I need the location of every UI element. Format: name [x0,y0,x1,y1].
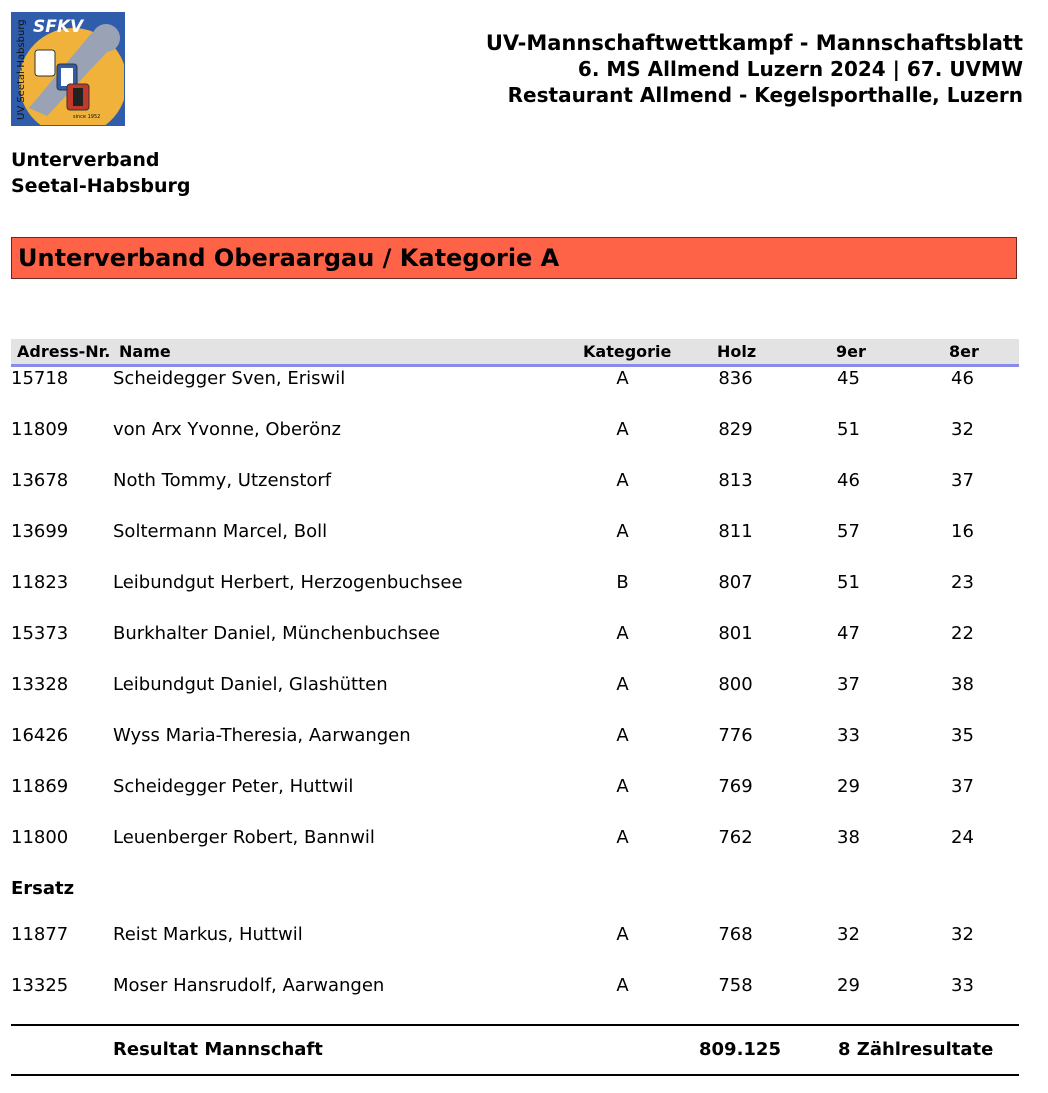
cell-8er: 32 [951,924,974,945]
table-row [11,368,1019,394]
cell-kategorie: A [616,521,629,542]
cell-holz: 811 [718,521,753,542]
cell-holz: 836 [718,368,753,389]
cell-adress-nr: 13328 [11,674,69,695]
table-row [11,975,1019,1001]
cell-holz: 813 [718,470,753,491]
column-header-holz: Holz [717,342,757,361]
cell-9er: 46 [837,470,860,491]
cell-name: Burkhalter Daniel, Münchenbuchsee [113,623,440,644]
cell-8er: 35 [951,725,974,746]
table-row [11,827,1019,853]
cell-holz: 769 [718,776,753,797]
column-header-8er: 8er [949,342,979,361]
header-event: 6. MS Allmend Luzern 2024 | 67. UVMW [577,57,1023,81]
cell-name: Noth Tommy, Utzenstorf [113,470,332,491]
total-row [11,1039,1019,1065]
cell-name: Leibundgut Daniel, Glashütten [113,674,388,695]
column-header-kategorie: Kategorie [583,342,672,361]
cell-adress-nr: 13325 [11,975,69,996]
cell-9er: 37 [837,674,860,695]
table-row [11,419,1019,445]
logo-side-text: UV Seetal-Habsburg [16,19,27,120]
cell-name: Soltermann Marcel, Boll [113,521,328,542]
cell-adress-nr: 11809 [11,419,69,440]
table-row [11,572,1019,598]
cell-kategorie: A [616,368,629,389]
total-top-rule [11,1024,1019,1026]
cell-9er: 47 [837,623,860,644]
cell-kategorie: B [616,572,629,593]
cell-holz: 762 [718,827,753,848]
cell-8er: 38 [951,674,974,695]
cell-holz: 829 [718,419,753,440]
cell-kategorie: A [616,623,629,644]
cell-8er: 32 [951,419,974,440]
cell-name: Reist Markus, Huttwil [113,924,303,945]
cell-name: Wyss Maria-Theresia, Aarwangen [113,725,411,746]
organization-line1: Unterverband [11,149,160,171]
cell-holz: 801 [718,623,753,644]
cell-name: von Arx Yvonne, Oberönz [113,419,341,440]
cell-9er: 38 [837,827,860,848]
total-bottom-rule [11,1074,1019,1076]
team-banner [11,237,1017,279]
cell-holz: 800 [718,674,753,695]
logo-text: SFKV [33,17,84,37]
table-row [11,924,1019,950]
cell-9er: 29 [837,776,860,797]
cell-adress-nr: 13699 [11,521,69,542]
cell-9er: 51 [837,419,860,440]
cell-8er: 33 [951,975,974,996]
cell-adress-nr: 15373 [11,623,69,644]
cell-8er: 22 [951,623,974,644]
table-row [11,776,1019,802]
cell-9er: 45 [837,368,860,389]
cell-kategorie: A [616,470,629,491]
cell-9er: 51 [837,572,860,593]
cell-9er: 57 [837,521,860,542]
cell-name: Scheidegger Sven, Eriswil [113,368,346,389]
cell-adress-nr: 11869 [11,776,69,797]
ersatz-label: Ersatz [11,878,75,899]
organization [11,147,191,199]
cell-holz: 776 [718,725,753,746]
cell-name: Scheidegger Peter, Huttwil [113,776,354,797]
cell-name: Leibundgut Herbert, Herzogenbuchsee [113,572,463,593]
header-title: UV-Mannschaftwettkampf - Mannschaftsblatt [485,31,1023,55]
cell-holz: 768 [718,924,753,945]
cell-adress-nr: 11800 [11,827,69,848]
cell-kategorie: A [616,419,629,440]
organization-line2: Seetal-Habsburg [11,175,191,197]
cell-adress-nr: 15718 [11,368,69,389]
cell-9er: 29 [837,975,860,996]
cell-kategorie: A [616,776,629,797]
table-row [11,623,1019,649]
cell-kategorie: A [616,827,629,848]
cell-8er: 37 [951,776,974,797]
total-count: 8 Zählresultate [838,1039,994,1060]
cell-adress-nr: 11823 [11,572,69,593]
cell-8er: 46 [951,368,974,389]
cell-name: Leuenberger Robert, Bannwil [113,827,375,848]
cell-holz: 758 [718,975,753,996]
total-value: 809.125 [699,1039,781,1060]
total-label: Resultat Mannschaft [113,1039,323,1060]
cell-kategorie: A [616,725,629,746]
cell-9er: 33 [837,725,860,746]
cell-kategorie: A [616,975,629,996]
cell-8er: 37 [951,470,974,491]
header-venue: Restaurant Allmend - Kegelsporthalle, Luzern [507,83,1023,107]
table-header [11,339,1019,367]
table-row [11,725,1019,751]
column-header-adress-nr: Adress-Nr. [17,342,111,361]
cell-8er: 24 [951,827,974,848]
cell-kategorie: A [616,674,629,695]
column-header-name: Name [119,342,171,361]
cell-8er: 23 [951,572,974,593]
table-row [11,470,1019,496]
column-header-9er: 9er [836,342,866,361]
cell-holz: 807 [718,572,753,593]
document-header [486,30,1023,108]
cell-9er: 32 [837,924,860,945]
cell-name: Moser Hansrudolf, Aarwangen [113,975,385,996]
table-row [11,521,1019,547]
team-title: Unterverband Oberaargau / Kategorie A [18,244,560,272]
logo-small-text: since 1952 [73,114,101,120]
cell-adress-nr: 13678 [11,470,69,491]
cell-kategorie: A [616,924,629,945]
table-row [11,674,1019,700]
sfkv-logo [11,12,125,126]
cell-8er: 16 [951,521,974,542]
cell-adress-nr: 11877 [11,924,69,945]
cell-adress-nr: 16426 [11,725,69,746]
